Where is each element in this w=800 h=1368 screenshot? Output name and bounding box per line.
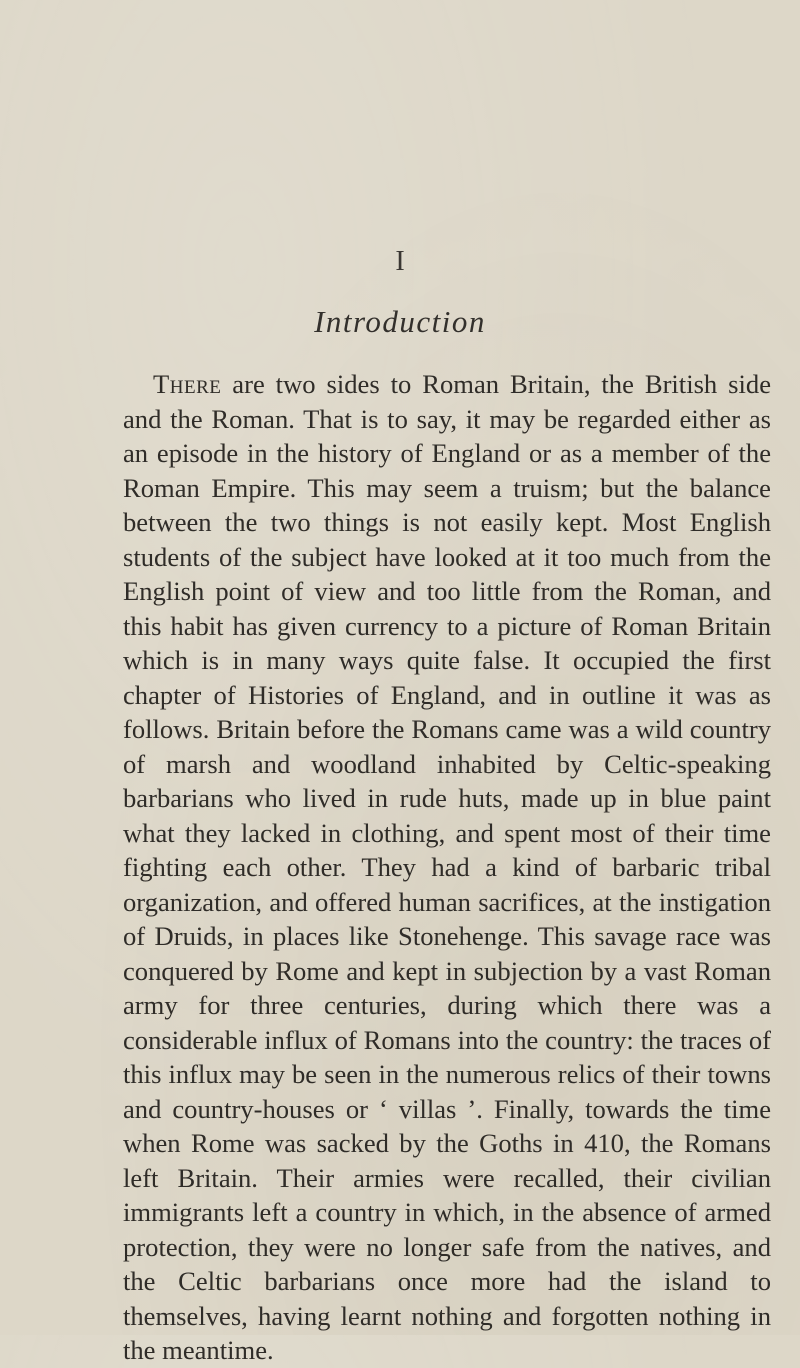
body-paragraph [123,367,771,1368]
chapter-title: Introduction [314,304,486,339]
chapter-number: I [395,246,405,277]
paragraph-opening-word: There [153,369,222,399]
paragraph-text: are two sides to Roman Britain, the British side and the Roman. That is to say, it may be regarded either as an episode in the history of England or as a member of the Roman Empire. This may seem a truism; but the balance between the two things is not easily kept. Most English students of the subject have looked at it too much from the English point of view and too little from the Roman, and this habit has given currency to a picture of Roman Britain which is in many ways quite false. It occupied the first chapter of Histories of England, and in outline it was as follows. Britain before the Romans came was a wild country of marsh and woodland inhabited by Celtic-speaking barbarians who lived in rude huts, made up in blue paint what they lacked in clothing, and spent most of their time fighting each other. They had a kind of barbaric tribal organization, and offered human sacrifices, at the instigation of Druids, in places like Stonehenge. This savage race was conquered by Rome and kept in subjection by a vast Roman army for three centuries, during which there was a considerable influx of Romans into the country: the traces of this influx may be seen in the numerous relics of their towns and country-houses or ‘ villas ’. Finally, towards the time when Rome was sacked by the Goths in 410, the Romans left Britain. Their armies were recalled, their civilian immigrants left a country in which, in the absence of armed protection, they were no longer safe from the natives, and the Celtic barbarians once more had the island to themselves, having learnt nothing and forgotten nothing in the meantime. [123,369,771,1365]
